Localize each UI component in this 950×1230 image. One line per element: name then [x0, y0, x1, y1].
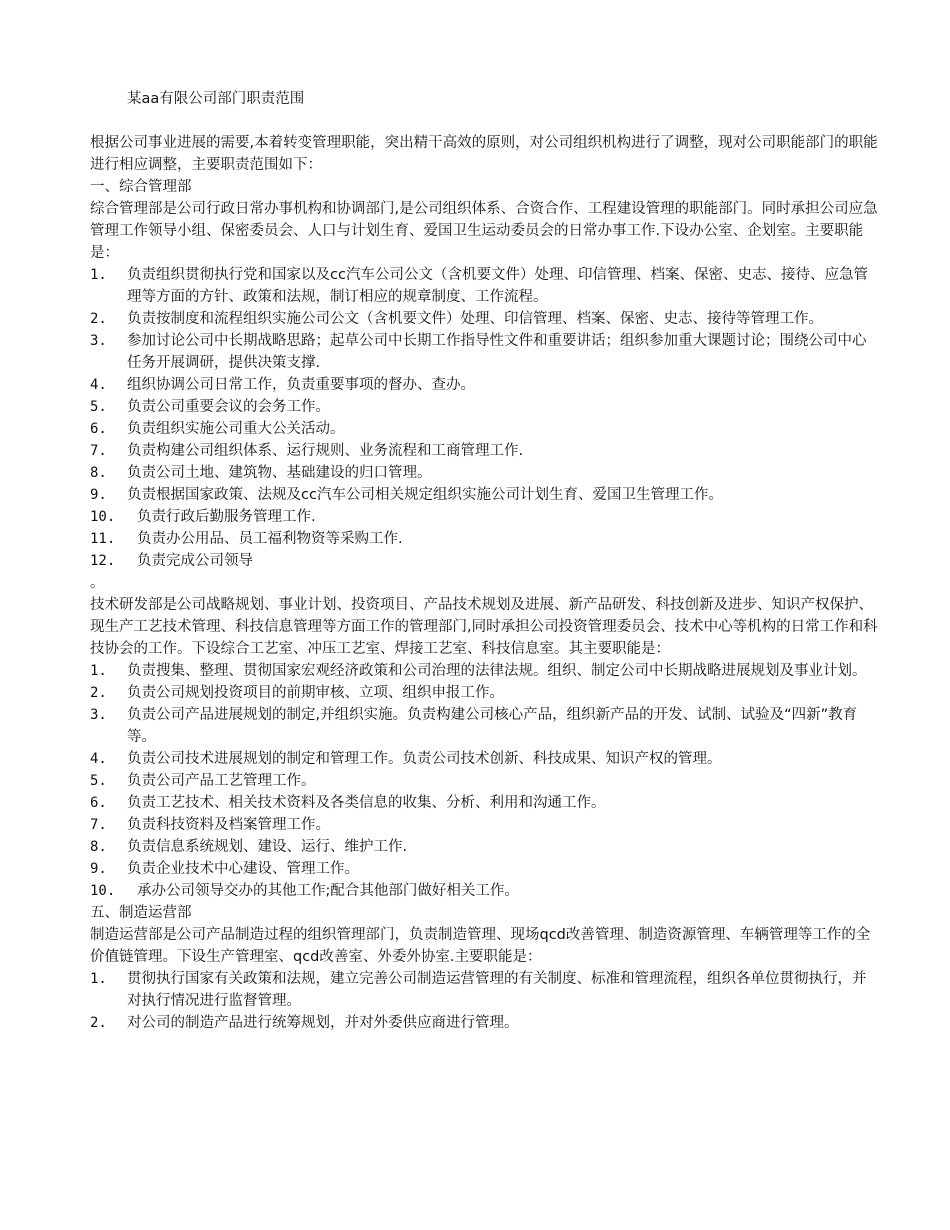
section-heading-manufacturing-ops: 五、制造运营部: [90, 905, 192, 921]
duty-list-tech-rd: [90, 660, 880, 902]
list-item-text: 负责构建公司组织体系、运行规则、业务流程和工商管理工作.: [127, 443, 524, 459]
section-description-manufacturing-ops: 制造运营部是公司产品制造过程的组织管理部门，负责制造管理、现场qcd改善管理、制造资源管理、车辆管理等工作的全价值链管理。下设生产管理室、qcd改善室、外委外协室.主要职能是：: [90, 927, 871, 965]
list-item-number: 10.: [90, 883, 116, 899]
list-item-text: 负责办公用品、员工福利物资等采购工作.: [137, 531, 403, 547]
list-item-number: 1.: [90, 267, 107, 283]
list-item-text: 参加讨论公司中长期战略思路；起草公司中长期工作指导性文件和重要讲话；组织参加重大课题讨论；围绕公司中心任务开展调研，提供决策支撑.: [127, 333, 867, 371]
list-item-text: 承办公司领导交办的其他工作;配合其他部门做好相关工作。: [137, 883, 519, 899]
list-item-text: 负责信息系统规划、建设、运行、维护工作.: [127, 839, 408, 855]
list-item-text: 组织协调公司日常工作，负责重要事项的督办、查办。: [127, 377, 475, 393]
list-item-number: 1.: [90, 663, 107, 679]
list-item: [90, 550, 880, 572]
list-item-number: 5.: [90, 399, 107, 415]
list-item-number: 3.: [90, 707, 107, 723]
document-page: [90, 88, 880, 1034]
list-item-number: 4.: [90, 751, 107, 767]
list-item-number: 8.: [90, 839, 107, 855]
section-heading-general-management: 一、综合管理部: [90, 179, 192, 195]
list-item: [90, 968, 880, 1012]
list-item-text: 负责公司规划投资项目的前期审核、立项、组织申报工作。: [127, 685, 504, 701]
trailing-mark: 。: [90, 575, 105, 591]
list-item-text: 对公司的制造产品进行统筹规划，并对外委供应商进行管理。: [127, 1015, 519, 1031]
list-item-text: 负责科技资料及档案管理工作。: [127, 817, 330, 833]
list-item: [90, 418, 880, 440]
list-item: [90, 264, 880, 308]
list-item-text: 负责搜集、整理、贯彻国家宏观经济政策和公司治理的法律法规。组织、制定公司中长期战略进展规划及事业计划。: [127, 663, 867, 679]
list-item-text: 贯彻执行国家有关政策和法规，建立完善公司制造运营管理的有关制度、标准和管理流程，组织各单位贯彻执行，并对执行情况进行监督管理。: [127, 971, 867, 1009]
list-item-number: 2.: [90, 311, 107, 327]
list-item: [90, 792, 880, 814]
list-item-text: 负责公司产品工艺管理工作。: [127, 773, 316, 789]
list-item: [90, 836, 880, 858]
list-item: [90, 1012, 880, 1034]
list-item-text: 负责按制度和流程组织实施公司公文（含机要文件）处理、印信管理、档案、保密、史志、接待等管理工作。: [127, 311, 823, 327]
list-item: [90, 528, 880, 550]
list-item: [90, 814, 880, 836]
list-item: [90, 682, 880, 704]
list-item-number: 7.: [90, 443, 107, 459]
list-item: [90, 374, 880, 396]
list-item-text: 负责公司土地、建筑物、基础建设的归口管理。: [127, 465, 432, 481]
list-item-text: 负责公司技术进展规划的制定和管理工作。负责公司技术创新、科技成果、知识产权的管理。: [127, 751, 722, 767]
list-item-text: 负责行政后勤服务管理工作.: [137, 509, 316, 525]
list-item-number: 5.: [90, 773, 107, 789]
list-item: [90, 396, 880, 418]
list-item-number: 3.: [90, 333, 107, 349]
list-item-text: 负责企业技术中心建设、管理工作。: [127, 861, 359, 877]
list-item: [90, 770, 880, 792]
list-item: [90, 880, 880, 902]
list-item-number: 8.: [90, 465, 107, 481]
list-item: [90, 704, 880, 748]
list-item-number: 12.: [90, 553, 116, 569]
list-item-text: 负责根据国家政策、法规及cc汽车公司相关规定组织实施公司计划生育、爱国卫生管理工作。: [127, 487, 723, 503]
list-item-number: 9.: [90, 487, 107, 503]
list-item-number: 1.: [90, 971, 107, 987]
list-item-number: 11.: [90, 531, 116, 547]
list-item-number: 9.: [90, 861, 107, 877]
list-item-number: 2.: [90, 685, 107, 701]
intro-paragraph: 根据公司事业进展的需要,本着转变管理职能，突出精干高效的原则，对公司组织机构进行了调整，现对公司职能部门的职能进行相应调整，主要职责范围如下：: [90, 135, 878, 173]
list-item-text: 负责公司产品进展规划的制定,并组织实施。负责构建公司核心产品，组织新产品的开发、试制、试验及“四新”教育等。: [127, 707, 858, 745]
list-item-text: 负责组织实施公司重大公关活动。: [127, 421, 345, 437]
list-item: [90, 330, 880, 374]
list-item: [90, 484, 880, 506]
list-item: [90, 308, 880, 330]
list-item: [90, 748, 880, 770]
list-item-text: 负责组织贯彻执行党和国家以及cc汽车公司公文（含机要文件）处理、印信管理、档案、保密、史志、接待、应急管理等方面的方针、政策和法规，制订相应的规章制度、工作流程。: [127, 267, 868, 305]
section-description-general-management: 综合管理部是公司行政日常办事机构和协调部门,是公司组织体系、合资合作、工程建设管理的职能部门。同时承担公司应急管理工作领导小组、保密委员会、人口与计划生育、爱国卫生运动委员会的日常办事工作.下设办公室、企划室。主要职能是：: [90, 201, 878, 261]
list-item-text: 负责工艺技术、相关技术资料及各类信息的收集、分析、利用和沟通工作。: [127, 795, 606, 811]
duty-list-manufacturing-ops: [90, 968, 880, 1034]
list-item: [90, 462, 880, 484]
list-item-number: 10.: [90, 509, 116, 525]
list-item-number: 2.: [90, 1015, 107, 1031]
section-description-tech-rd: 技术研发部是公司战略规划、事业计划、投资项目、产品技术规划及进展、新产品研发、科技创新及进步、知识产权保护、现生产工艺技术管理、科技信息管理等方面工作的管理部门,同时承担公司投资管理委员会、技术中心等机构的日常工作和科技协会的工作。下设综合工艺室、冲压工艺室、焊接工艺室、科技信息室。其主要职能是：: [90, 597, 878, 657]
list-item: [90, 440, 880, 462]
list-item-number: 6.: [90, 421, 107, 437]
document-title: 某aa有限公司部门职责范围: [127, 91, 305, 107]
duty-list-general-management: [90, 264, 880, 572]
list-item-number: 6.: [90, 795, 107, 811]
list-item-number: 7.: [90, 817, 107, 833]
list-item-text: 负责公司重要会议的会务工作。: [127, 399, 330, 415]
list-item: [90, 660, 880, 682]
list-item: [90, 858, 880, 880]
list-item-number: 4.: [90, 377, 107, 393]
list-item-text: 负责完成公司领导: [137, 553, 253, 569]
list-item: [90, 506, 880, 528]
